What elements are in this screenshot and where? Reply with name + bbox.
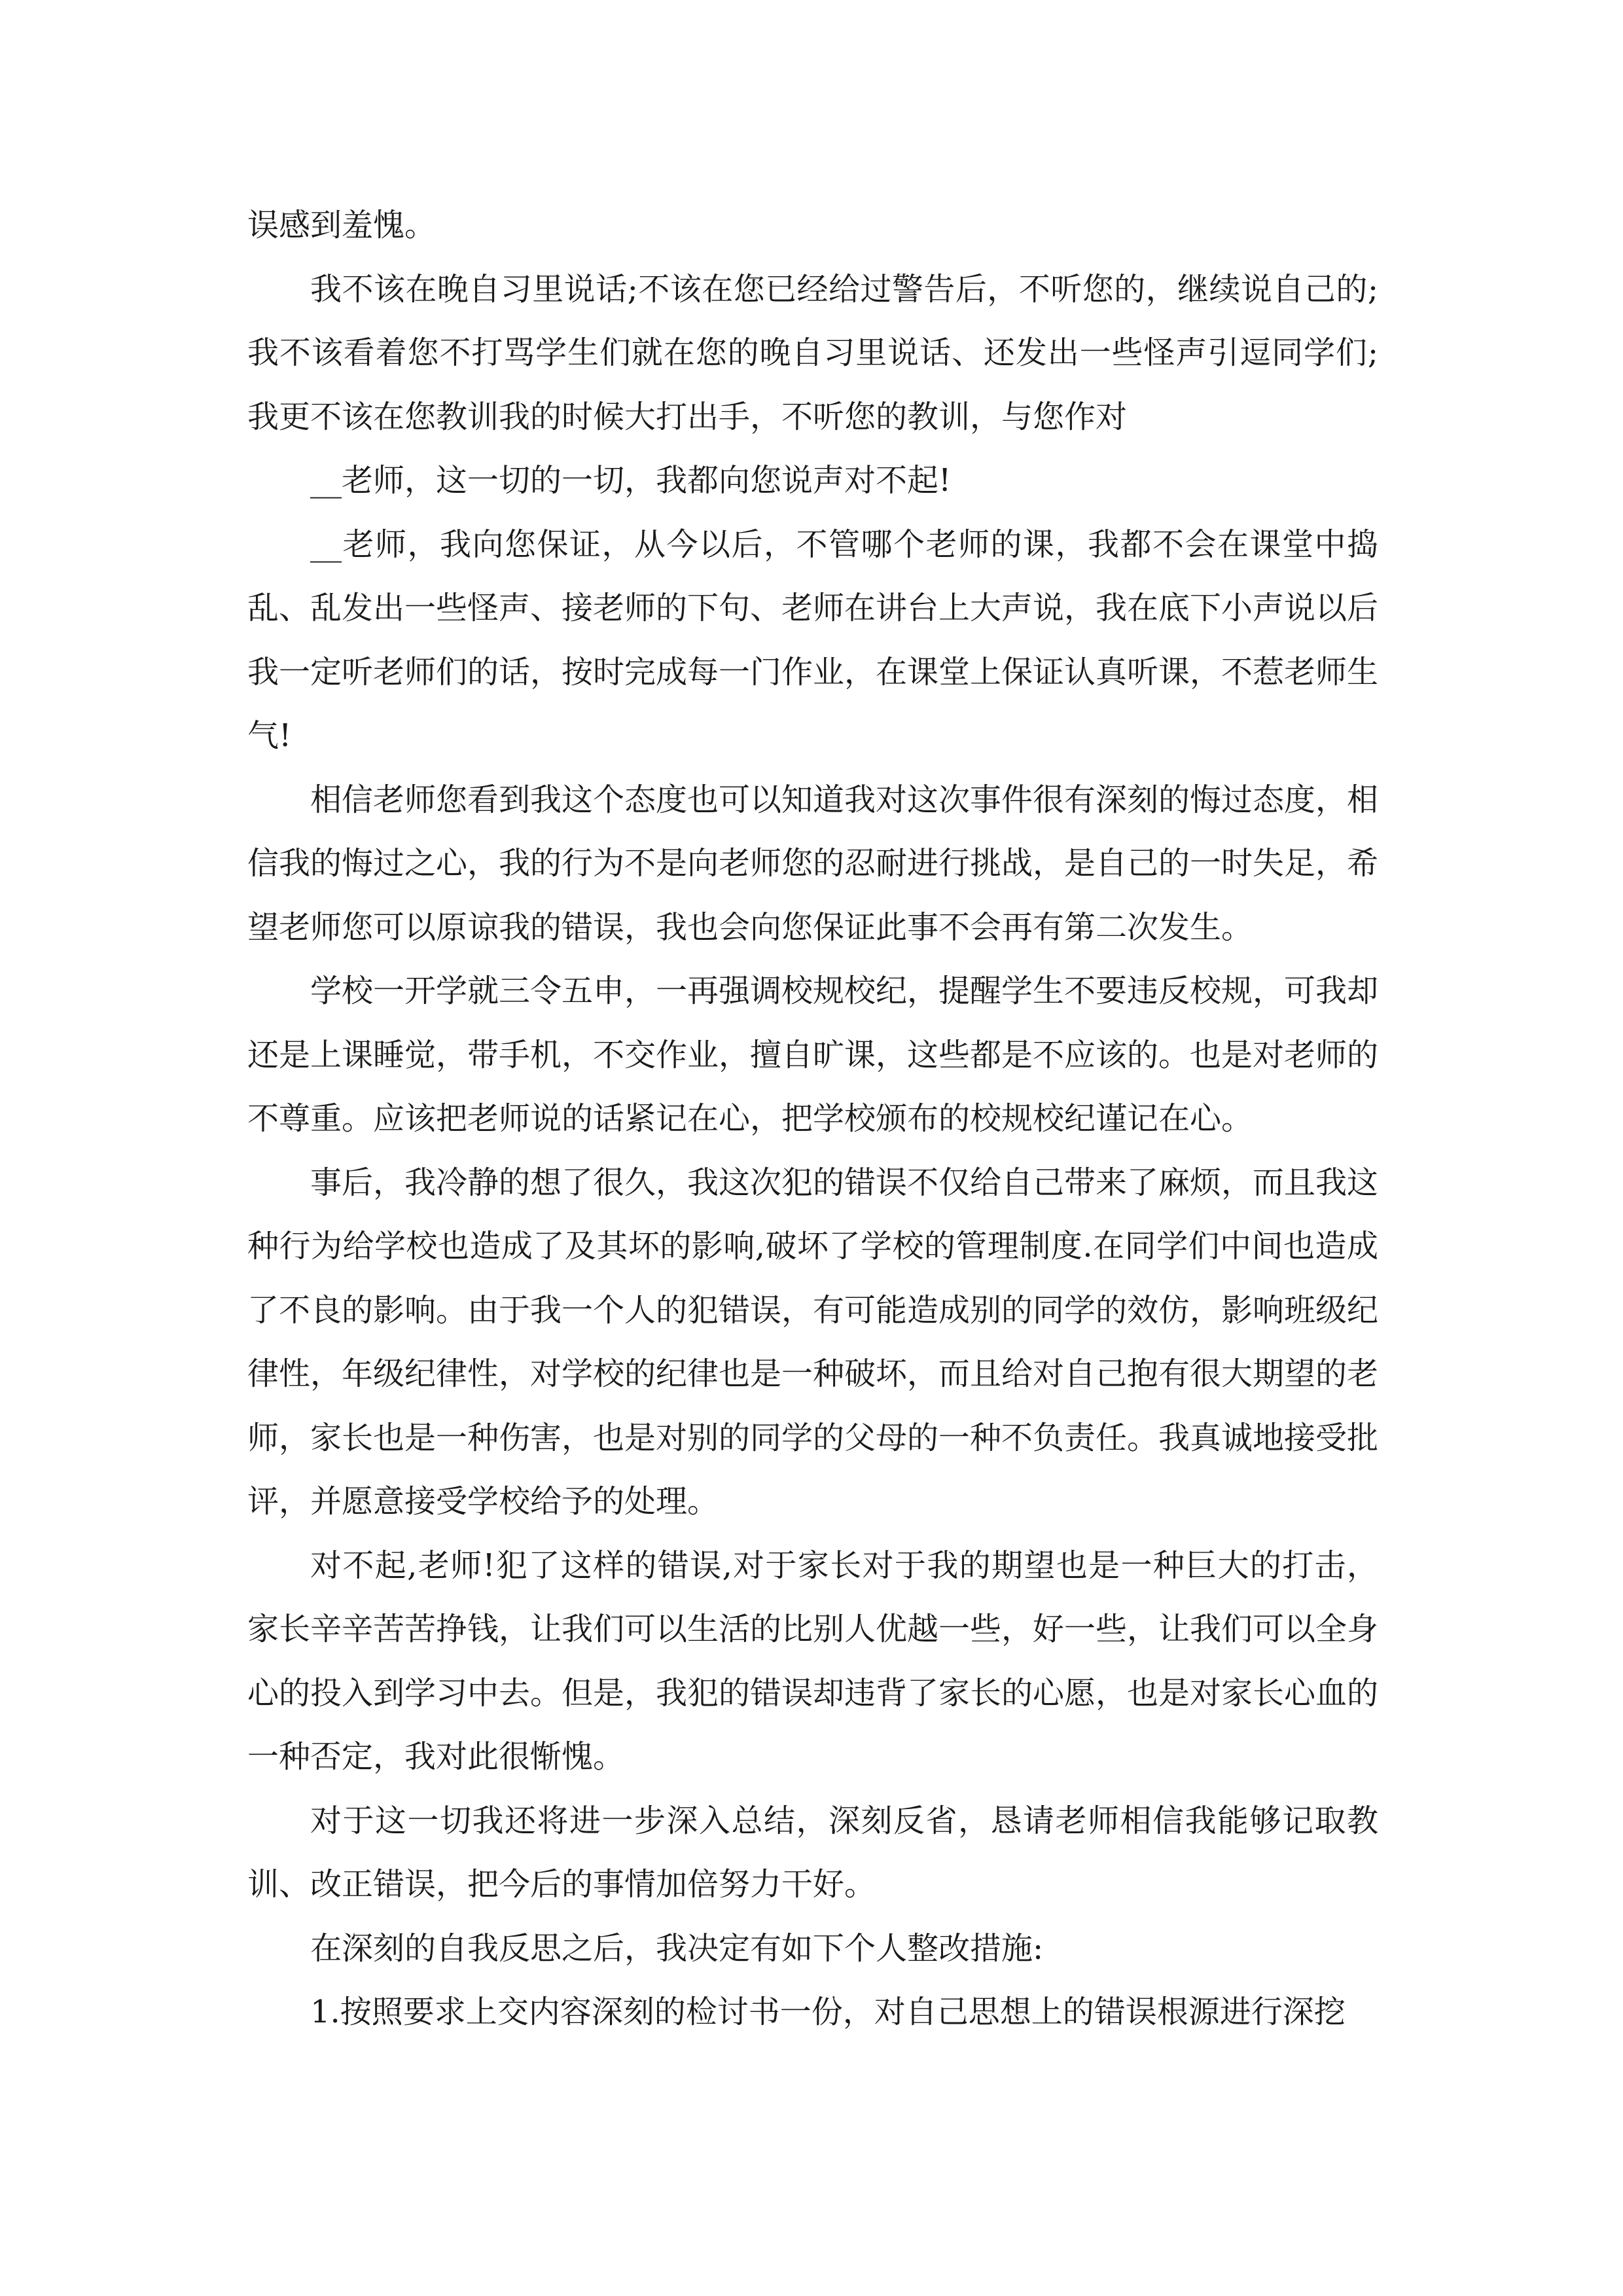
paragraph-2: 我不该在晚自习里说话;不该在您已经给过警告后，不听您的，继续说自己的;我不该看着您不打骂学生们就在您的晚自习里说话、还发出一些怪声引逗同学们;我更不该在您教训我的时候大打出手，不听您的教训，与您作对 <box>247 270 1378 435</box>
paragraph-9: 对于这一切我还将进一步深入总结，深刻反省，恳请老师相信我能够记取教训、改正错误，把今后的事情加倍努力干好。 <box>247 1802 1378 1903</box>
paragraph-6: 学校一开学就三令五申，一再强调校规校纪，提醒学生不要违反校规，可我却还是上课睡觉，带手机，不交作业，擅自旷课，这些都是不应该的。也是对老师的不尊重。应该把老师说的话紧记在心，把学校颁布的校规校纪谨记在心。 <box>247 973 1379 1137</box>
paragraph-10: 在深刻的自我反思之后，我决定有如下个人整改措施: <box>310 1929 1044 1967</box>
document-body <box>247 194 1378 2045</box>
paragraph-11: 1.按照要求上交内容深刻的检讨书一份，对自己思想上的错误根源进行深挖 <box>310 1994 1346 2030</box>
paragraph-7: 事后，我冷静的想了很久，我这次犯的错误不仅给自己带来了麻烦，而且我这种行为给学校也造成了及其坏的影响,破坏了学校的管理制度.在同学们中间也造成了不良的影响。由于我一个人的犯错误，有可能造成别的同学的效仿，影响班级纪律性，年级纪律性，对学校的纪律也是一种破坏，而且给对自己抱有很大期望的老师，家长也是一种伤害，也是对别的同学的父母的一种不负责任。我真诚地接受批评，并愿意接受学校给予的处理。 <box>247 1164 1379 1520</box>
paragraph-4: __老师，我向您保证，从今以后，不管哪个老师的课，我都不会在课堂中捣乱、乱发出一些怪声、接老师的下句、老师在讲台上大声说，我在底下小声说以后我一定听老师们的话，按时完成每一门作业，在课堂上保证认真听课，不惹老师生气! <box>247 526 1379 754</box>
paragraph-5: 相信老师您看到我这个态度也可以知道我对这次事件很有深刻的悔过态度，相信我的悔过之心，我的行为不是向老师您的忍耐进行挑战，是自己的一时失足，希望老师您可以原谅我的错误，我也会向您保证此事不会再有第二次发生。 <box>247 781 1379 946</box>
paragraph-8: 对不起,老师!犯了这样的错误,对于家长对于我的期望也是一种巨大的打击，家长辛辛苦苦挣钱，让我们可以生活的比别人优越一些，好一些，让我们可以全身心的投入到学习中去。但是，我犯的错误却违背了家长的心愿，也是对家长心血的一种否定，我对此很惭愧。 <box>247 1547 1379 1775</box>
paragraph-1: 误感到羞愧。 <box>247 207 437 243</box>
paragraph-3: __老师，这一切的一切，我都向您说声对不起! <box>310 462 952 499</box>
